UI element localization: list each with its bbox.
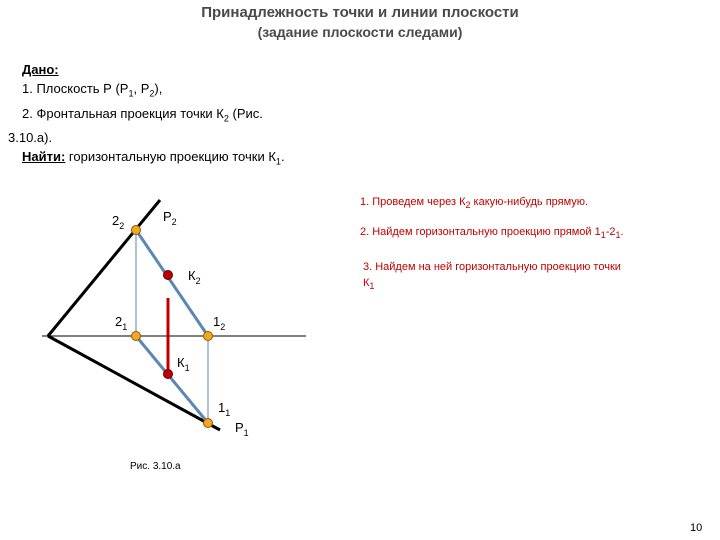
find-label: Найти: xyxy=(22,149,66,165)
step-1: 1. Проведем через $К_2$ какую-нибудь прямую. xyxy=(360,196,589,211)
label-2-1: $2_1$ xyxy=(115,314,128,332)
page-title: Принадлежность точки и линии плоскости xyxy=(201,4,519,21)
figure-caption: Рис. 3.10.а xyxy=(130,461,181,472)
point-1-1 xyxy=(204,419,213,428)
page-subtitle: (задание плоскости следами) xyxy=(257,24,463,40)
label-p1: $Р_1$ xyxy=(235,420,249,438)
find-line: Найти: горизонтальную проекцию точки $К_1$. xyxy=(22,149,285,167)
point-1-2 xyxy=(204,332,213,341)
label-p2: $Р_2$ xyxy=(163,209,177,227)
point-2-2 xyxy=(132,226,141,235)
step-3: 3. Найдем на ней горизонтальную проекцию точки $К_1$ xyxy=(363,261,621,292)
point-k2 xyxy=(164,271,173,280)
horizontal-line xyxy=(136,336,208,423)
point-k1 xyxy=(164,370,173,379)
trace-p1 xyxy=(48,336,220,430)
page-number: 10 xyxy=(690,522,703,534)
label-1-2: $1_2$ xyxy=(213,314,226,332)
given-item-1: 1. Плоскость Р ($Р_1$, $Р_2$), xyxy=(22,81,163,99)
step-2: 2. Найдем горизонтальную проекцию прямой $1_1-2_1$. xyxy=(360,226,624,241)
given-item-2-cont: 3.10.а). xyxy=(8,130,53,146)
label-k1: $К_1$ xyxy=(177,355,190,373)
label-2-2: $2_2$ xyxy=(112,213,125,231)
given-heading: Дано: xyxy=(22,62,59,77)
label-k2: $К_2$ xyxy=(188,268,201,286)
given-item-2: 2. Фронтальная проекция точки $К_2$ (Рис. xyxy=(22,105,263,124)
trace-p2 xyxy=(48,200,160,336)
label-1-1: $1_1$ xyxy=(218,400,231,418)
point-2-1 xyxy=(132,332,141,341)
